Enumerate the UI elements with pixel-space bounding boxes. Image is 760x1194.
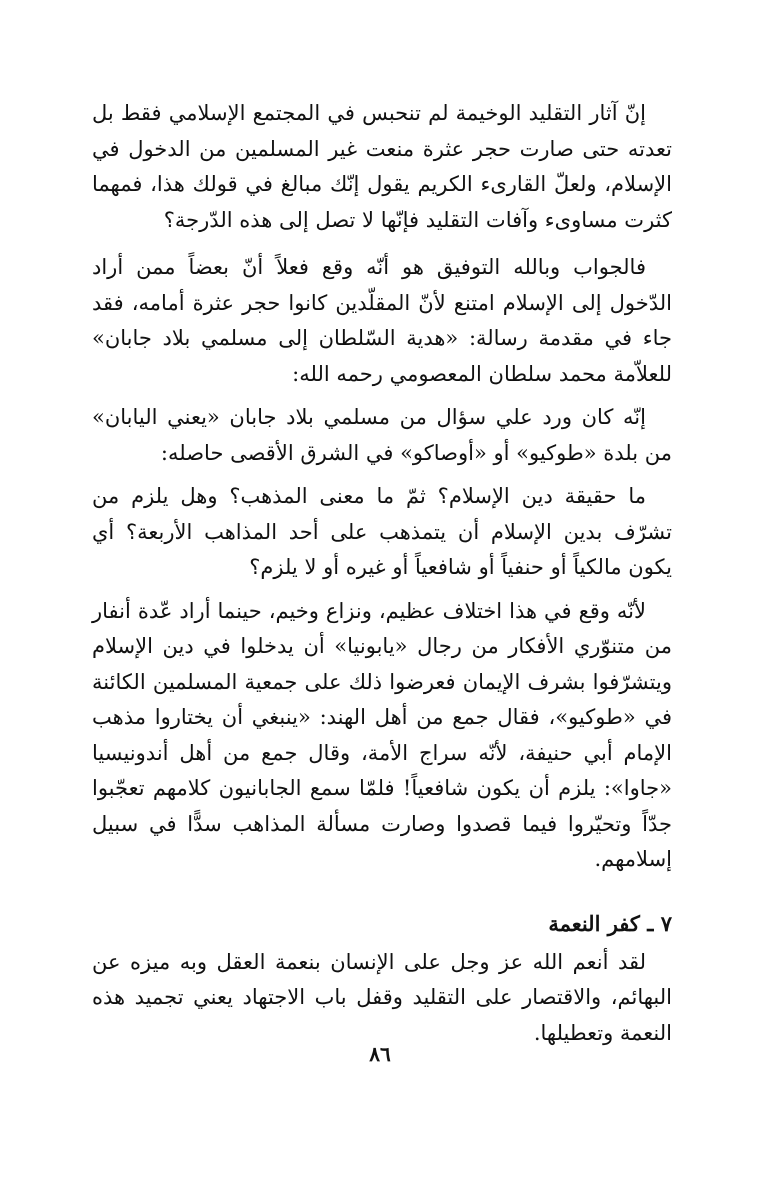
paragraph-2: فالجواب وبالله التوفيق هو أنّه وقع فعلاً أنّ بعضاً ممن أراد الدّخول إلى الإسلام امتنع لأنّ المقلّدين كانوا حجر عثرة أمامه، فقد جاء في مقدمة رسالة: «هدية السّلطان إلى مسلمي بلاد جابان» للعلاّمة محمد سلطان المعصومي رحمه الله:	[92, 255, 672, 386]
paragraph-3: إنّه كان ورد علي سؤال من مسلمي بلاد جابان «يعني اليابان» من بلدة «طوكيو» أو «أوصاكو» في الشرق الأقصى حاصله:	[92, 405, 672, 465]
page-body	[92, 96, 672, 1051]
paragraph-5: لأنّه وقع في هذا اختلاف عظيم، ونزاع وخيم، حينما أراد عّدة أنفار من متنوّري الأفكار من رجال «يابونيا» أن يدخلوا في دين الإسلام ويتشرّفوا بشرف الإيمان فعرضوا ذلك على جمعية المسلمين الكائنة في «طوكيو»، فقال جمع من أهل الهند: «ينبغي أن يختاروا مذهب الإمام أبي حنيفة، لأنّه سراج الأمة، وقال جمع من أهل أندونيسيا «جاوا»: يلزم أن يكون شافعياً! فلمّا سمع الجابانيون كلامهم تعجّبوا جدّاً وتحيّروا فيما قصدوا وصارت مسألة المذاهب سدًّا في سبيل إسلامهم.	[92, 598, 672, 871]
section-heading: ٧ ـ كفر النعمة	[548, 910, 672, 936]
closing-paragraph: لقد أنعم الله عز وجل على الإنسان بنعمة العقل وبه ميزه عن البهائم، والاقتصار على التقليد وقفل باب الاجتهاد يعني تجميد هذه النعمة وتعطيلها.	[92, 949, 672, 1045]
paragraph-1: إنّ آثار التقليد الوخيمة لم تنحبس في المجتمع الإسلامي فقط بل تعدته حتى صارت حجر عثرة منعت غير المسلمين من الدخول في الإسلام، ولعلّ القارىء الكريم يقول إنّك مبالغ في قولك هذا، فمهما كثرت مساوىء وآفات التقليد فإنّها لا تصل إلى هذه الدّرجة؟	[92, 101, 672, 232]
paragraph-4: ما حقيقة دين الإسلام؟ ثمّ ما معنى المذهب؟ وهل يلزم من تشرّف بدين الإسلام أن يتمذهب على أحد المذاهب الأربعة؟ أي يكون مالكياً أو حنفياً أو شافعياً أو غيره أو لا يلزم؟	[92, 484, 672, 579]
page-number: ٨٦	[369, 1042, 391, 1066]
